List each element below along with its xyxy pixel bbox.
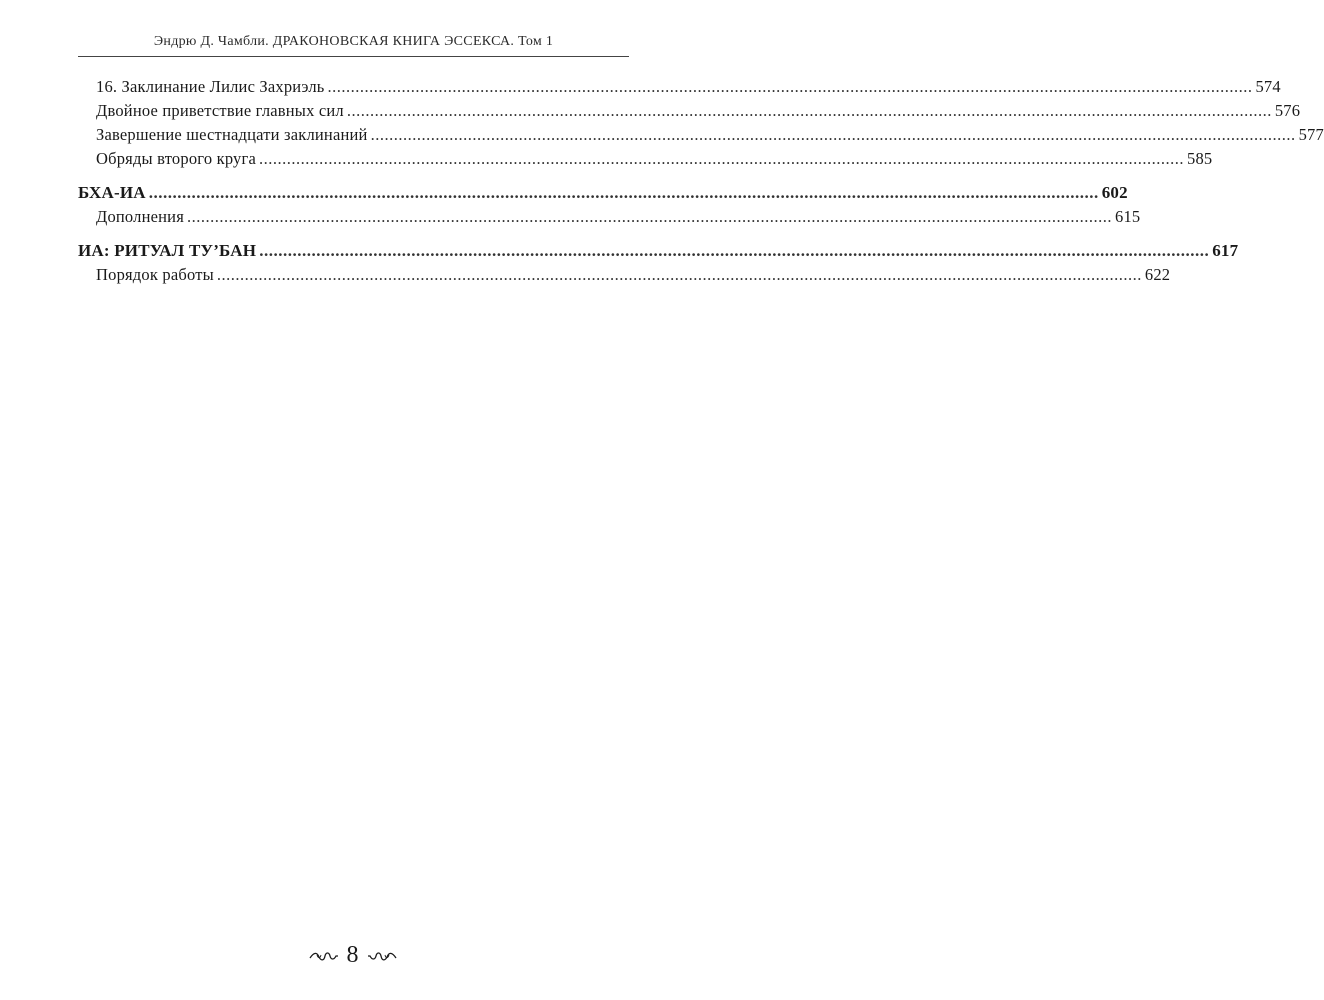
dot-leader: ........................................................................................................................................................................................................ <box>346 101 1272 120</box>
toc-entry[interactable] <box>78 263 1171 287</box>
toc-entry-page: 574 <box>1255 77 1281 96</box>
dot-leader: ........................................................................................................................................................................................................ <box>148 183 1099 202</box>
page-number-footer <box>0 942 705 969</box>
flourish-ornament-icon <box>309 949 339 963</box>
running-head: Эндрю Д. Чамбли. ДРАКОНОВСКАЯ КНИГА ЭССЕКСА. Том 1 <box>153 34 554 49</box>
toc-entry[interactable] <box>78 123 1324 147</box>
toc-entry-page: 615 <box>1115 207 1141 226</box>
toc-entry-title: Порядок работы <box>96 265 214 284</box>
header-rule <box>78 56 629 57</box>
toc-section-title: БХА-ИА <box>78 183 146 202</box>
dot-leader: ........................................................................................................................................................................................................ <box>259 149 1185 168</box>
toc-section-title: ИА: РИТУАЛ ТУ’БАН <box>78 241 257 260</box>
toc-entry[interactable] <box>78 205 1141 229</box>
toc-entry-title: Обряды второго круга <box>96 149 257 168</box>
table-of-contents <box>78 75 1324 287</box>
dot-leader: ........................................................................................................................................................................................................ <box>327 77 1253 96</box>
toc-entry-page: 577 <box>1298 125 1324 144</box>
toc-section-entry[interactable] <box>78 181 1128 205</box>
toc-entry-title: Двойное приветствие главных сил <box>96 101 344 120</box>
toc-entry[interactable] <box>78 75 1281 99</box>
dot-leader: ........................................................................................................................................................................................................ <box>216 265 1142 284</box>
toc-entry[interactable] <box>78 99 1301 123</box>
toc-entry-page: 576 <box>1274 101 1301 120</box>
toc-entry-title: Дополнения <box>96 207 185 226</box>
toc-entry-title: 16. Заклинание Лилис Захриэль <box>96 77 325 96</box>
toc-section-entry[interactable] <box>78 239 1239 263</box>
toc-entry-page: 622 <box>1144 265 1171 284</box>
toc-entry-title: Завершение шестнадцати заклинаний <box>96 125 368 144</box>
flourish-ornament-icon <box>367 949 397 963</box>
dot-leader: ........................................................................................................................................................................................................ <box>187 207 1113 226</box>
toc-entry[interactable] <box>78 147 1213 171</box>
toc-section-page: 602 <box>1101 183 1128 202</box>
toc-section-page: 617 <box>1212 241 1239 260</box>
page-number: 8 <box>346 942 359 968</box>
dot-leader: ........................................................................................................................................................................................................ <box>370 125 1296 144</box>
toc-entry-page: 585 <box>1187 149 1213 168</box>
dot-leader: ........................................................................................................................................................................................................ <box>259 241 1210 260</box>
